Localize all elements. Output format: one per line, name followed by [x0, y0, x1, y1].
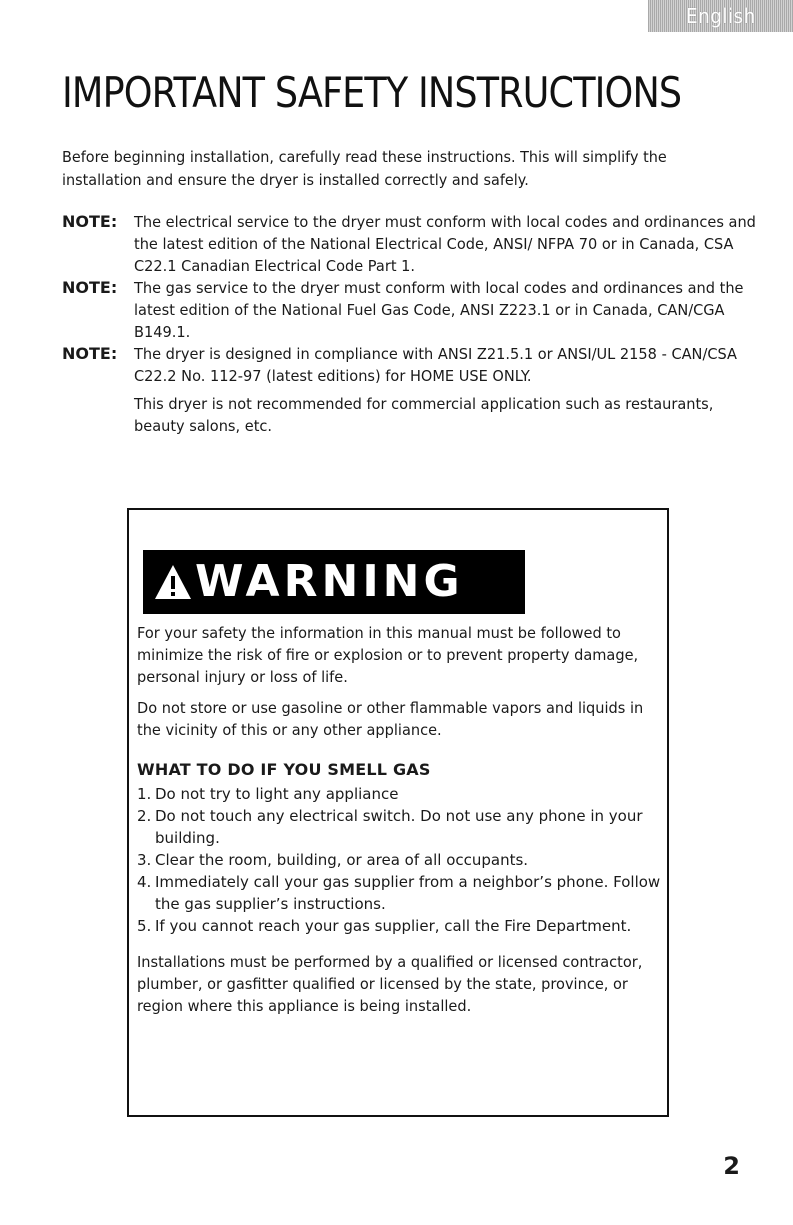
language-tab-label: English [685, 4, 756, 28]
step-number: 5. [137, 917, 152, 935]
step-number: 4. [137, 873, 152, 891]
notes-section [62, 211, 782, 437]
step-number: 1. [137, 785, 152, 803]
safety-paragraph: For your safety the information in this manual must be followed to minimize the risk of fire or explosion or to prevent property damage, personal injury or loss of life. [137, 624, 639, 686]
installation-paragraph: Installations must be performed by a qualified or licensed contractor, plumber, or gasfitter qualified or licensed by the state, province, or region where this appliance is being installed. [137, 953, 643, 1015]
page-title: IMPORTANT SAFETY INSTRUCTIONS [62, 68, 682, 117]
warning-box [127, 508, 669, 1117]
step-text: Do not try to light any appliance [155, 785, 399, 803]
step-number: 2. [137, 807, 152, 825]
warning-content [137, 622, 662, 1026]
step-text: If you cannot reach your gas supplier, call the Fire Department. [155, 917, 632, 935]
list-item [137, 805, 662, 849]
warning-banner [143, 550, 525, 614]
list-item [137, 783, 662, 805]
step-number: 3. [137, 851, 152, 869]
intro-paragraph: Before beginning installation, carefully read these instructions. This will simplify the installation and ensure the dryer is installed correctly and safely. [62, 148, 667, 189]
note-label: NOTE: [62, 278, 118, 297]
list-item [137, 849, 662, 871]
step-text: Clear the room, building, or area of all occupants. [155, 851, 529, 869]
step-text: Do not touch any electrical switch. Do not use any phone in your building. [155, 807, 643, 847]
note-commercial-use: This dryer is not recommended for commercial application such as restaurants, beauty salons, etc. [134, 395, 714, 435]
warning-triangle-icon [153, 563, 193, 601]
note-label: NOTE: [62, 344, 118, 363]
note-text: The gas service to the dryer must conform with local codes and ordinances and the latest edition of the National Fuel Gas Code, ANSI Z223.1 or in Canada, CAN/CGA B149.1. [134, 279, 744, 341]
list-item [137, 915, 662, 937]
warning-label: WARNING [195, 556, 464, 607]
step-text: Immediately call your gas supplier from a neighbor’s phone. Follow the gas supplier’s instructions. [155, 873, 661, 913]
page-number: 2 [723, 1152, 740, 1180]
gas-smell-heading: WHAT TO DO IF YOU SMELL GAS [137, 760, 431, 779]
note-electrical [62, 211, 782, 277]
note-label: NOTE: [62, 212, 118, 231]
language-tab [648, 0, 793, 32]
note-text: The dryer is designed in compliance with ANSI Z21.5.1 or ANSI/UL 2158 - CAN/CSA C22.2 No. 112-97 (latest editions) for HOME USE ONLY. [134, 345, 737, 385]
note-compliance [62, 343, 782, 387]
list-item [137, 871, 662, 915]
note-text: The electrical service to the dryer must conform with local codes and ordinances and the latest edition of the National Electrical Code, ANSI/ NFPA 70 or in Canada, CSA C22.1 Canadian Electrical Code Part 1. [134, 213, 756, 275]
note-gas [62, 277, 782, 343]
gas-steps-list [137, 783, 662, 937]
flammable-paragraph: Do not store or use gasoline or other flammable vapors and liquids in the vicinity of this or any other appliance. [137, 699, 644, 739]
